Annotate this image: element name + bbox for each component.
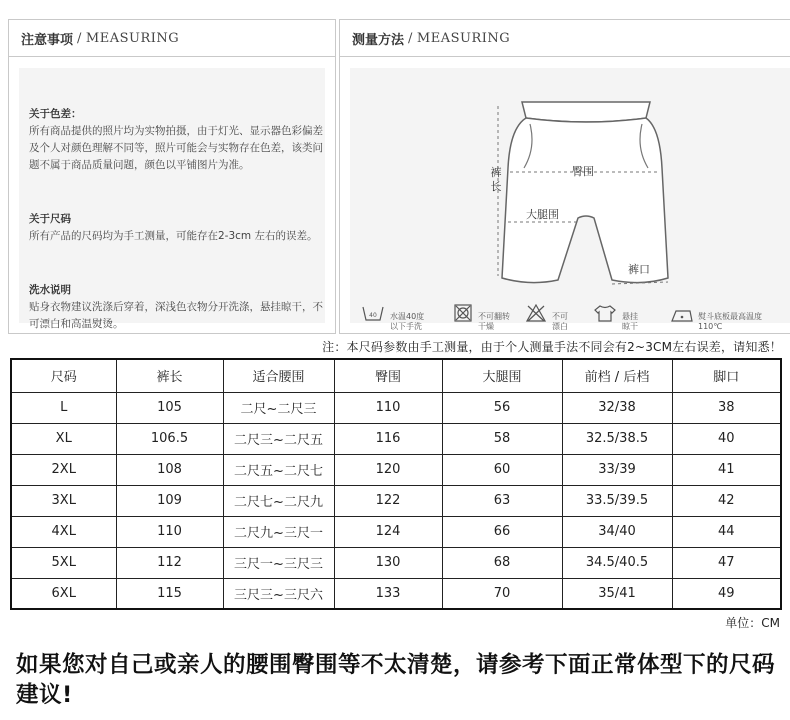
cell-length: 105 <box>116 392 223 423</box>
cell-waist: 二尺九~三尺一 <box>223 516 334 547</box>
wash-note <box>29 282 331 333</box>
cell-hip: 110 <box>334 392 442 423</box>
measurement-error-note: 注：本尺码参数由手工测量，由于个人测量手法不同会有2~3CM左右误差，请知悉！ <box>322 340 782 354</box>
size-advice-heading: 如果您对自己或亲人的腰围臀围等不太清楚，请参考下面正常体型下的尺码建议! <box>16 652 776 708</box>
cell-waist: 三尺一~三尺三 <box>223 547 334 578</box>
cell-length: 115 <box>116 578 223 609</box>
no-bleach-icon <box>526 304 546 322</box>
cell-waist: 三尺三~三尺六 <box>223 578 334 609</box>
care-bleach-text: 不可漂白 <box>552 312 568 331</box>
shorts-outline <box>502 118 668 283</box>
notes-title-sep: / <box>77 30 82 46</box>
cell-hem: 40 <box>672 423 781 454</box>
size-note <box>29 211 331 245</box>
notes-panel <box>8 19 336 334</box>
cell-length: 110 <box>116 516 223 547</box>
cell-thigh: 70 <box>442 578 562 609</box>
header-thigh: 大腿围 <box>442 359 562 392</box>
cell-length: 109 <box>116 485 223 516</box>
cell-waist: 二尺三~二尺五 <box>223 423 334 454</box>
care-wash-text: 水温40度以下手洗 <box>390 312 425 331</box>
cell-length: 112 <box>116 547 223 578</box>
cell-hem: 42 <box>672 485 781 516</box>
table-row <box>11 392 781 423</box>
cell-size: 6XL <box>11 578 116 609</box>
cell-length: 108 <box>116 454 223 485</box>
notes-title-cn: 注意事项 <box>21 32 74 48</box>
shorts-diagram <box>350 68 790 325</box>
notes-body <box>19 68 325 330</box>
cell-waist: 二尺五~二尺七 <box>223 454 334 485</box>
cell-hem: 44 <box>672 516 781 547</box>
iron-icon <box>668 307 694 323</box>
wash-note-title: 洗水说明 <box>29 284 71 296</box>
size-chart-table <box>10 358 782 610</box>
table-row <box>11 485 781 516</box>
header-waist: 适合腰围 <box>223 359 334 392</box>
cell-hem: 49 <box>672 578 781 609</box>
cell-rise: 34.5/40.5 <box>562 547 672 578</box>
cell-hem: 38 <box>672 392 781 423</box>
cell-hip: 133 <box>334 578 442 609</box>
measuring-body <box>350 68 790 323</box>
notes-panel-header <box>9 20 335 57</box>
cell-rise: 33.5/39.5 <box>562 485 672 516</box>
cell-thigh: 68 <box>442 547 562 578</box>
cell-rise: 32/38 <box>562 392 672 423</box>
cell-hip: 122 <box>334 485 442 516</box>
shorts-waistband <box>522 102 650 122</box>
label-hem: 裤口 <box>628 263 650 276</box>
table-row <box>11 454 781 485</box>
svg-text:40: 40 <box>369 312 377 319</box>
wash-note-text: 贴身衣物建议洗涤后穿着，深浅色衣物分开洗涤，悬挂晾干，不可漂白和高温熨烫。 <box>29 301 323 330</box>
table-row <box>11 423 781 454</box>
cell-size: L <box>11 392 116 423</box>
header-hem: 脚口 <box>672 359 781 392</box>
notes-title-en: MEASURING <box>85 30 180 46</box>
measuring-panel <box>339 19 790 334</box>
care-hang-text: 悬挂晾干 <box>622 312 638 331</box>
cell-waist: 二尺~二尺三 <box>223 392 334 423</box>
measuring-title-en: MEASURING <box>416 30 511 46</box>
care-dry-text: 不可翻转干燥 <box>478 312 510 331</box>
label-thigh: 大腿围 <box>526 208 559 221</box>
no-tumble-dry-icon <box>454 304 472 322</box>
header-length: 裤长 <box>116 359 223 392</box>
cell-size: 5XL <box>11 547 116 578</box>
header-size: 尺码 <box>11 359 116 392</box>
cell-hip: 120 <box>334 454 442 485</box>
label-length: 裤长 <box>490 166 502 193</box>
cell-rise: 33/39 <box>562 454 672 485</box>
color-note-text: 所有商品提供的照片均为实物拍摄，由于灯光、显示器色彩偏差及个人对颜色理解不同等，照片可能会与实物存在色差，该类问题不属于商品质量问题，颜色以平铺图片为准。 <box>29 125 323 171</box>
cell-hem: 47 <box>672 547 781 578</box>
header-rise: 前档 / 后档 <box>562 359 672 392</box>
cell-rise: 32.5/38.5 <box>562 423 672 454</box>
header-hip: 臀围 <box>334 359 442 392</box>
cell-thigh: 63 <box>442 485 562 516</box>
color-note-title: 关于色差： <box>29 108 82 120</box>
size-note-title: 关于尺码 <box>29 213 71 225</box>
cell-hem: 41 <box>672 454 781 485</box>
cell-size: XL <box>11 423 116 454</box>
cell-thigh: 56 <box>442 392 562 423</box>
cell-size: 4XL <box>11 516 116 547</box>
measuring-title-sep: / <box>408 30 413 46</box>
cell-rise: 35/41 <box>562 578 672 609</box>
measuring-panel-header <box>340 20 790 57</box>
table-row <box>11 578 781 609</box>
color-note <box>29 106 331 174</box>
cell-hip: 130 <box>334 547 442 578</box>
cell-rise: 34/40 <box>562 516 672 547</box>
table-row <box>11 547 781 578</box>
cell-thigh: 66 <box>442 516 562 547</box>
size-table-header-row <box>11 359 781 392</box>
cell-thigh: 58 <box>442 423 562 454</box>
measuring-title-cn: 测量方法 <box>352 32 405 48</box>
wash-40-icon <box>362 304 384 322</box>
cell-waist: 二尺七~二尺九 <box>223 485 334 516</box>
cell-hip: 124 <box>334 516 442 547</box>
cell-size: 2XL <box>11 454 116 485</box>
label-hip: 臀围 <box>572 165 594 178</box>
unit-label: 单位：CM <box>725 616 780 630</box>
cell-size: 3XL <box>11 485 116 516</box>
cell-length: 106.5 <box>116 423 223 454</box>
care-iron-text: 熨斗底板最高温度110℃ <box>698 312 762 331</box>
size-note-text: 所有产品的尺码均为手工测量，可能存在2-3cm 左右的误差。 <box>29 230 318 242</box>
hang-dry-icon <box>594 304 616 322</box>
cell-thigh: 60 <box>442 454 562 485</box>
table-row <box>11 516 781 547</box>
cell-hip: 116 <box>334 423 442 454</box>
